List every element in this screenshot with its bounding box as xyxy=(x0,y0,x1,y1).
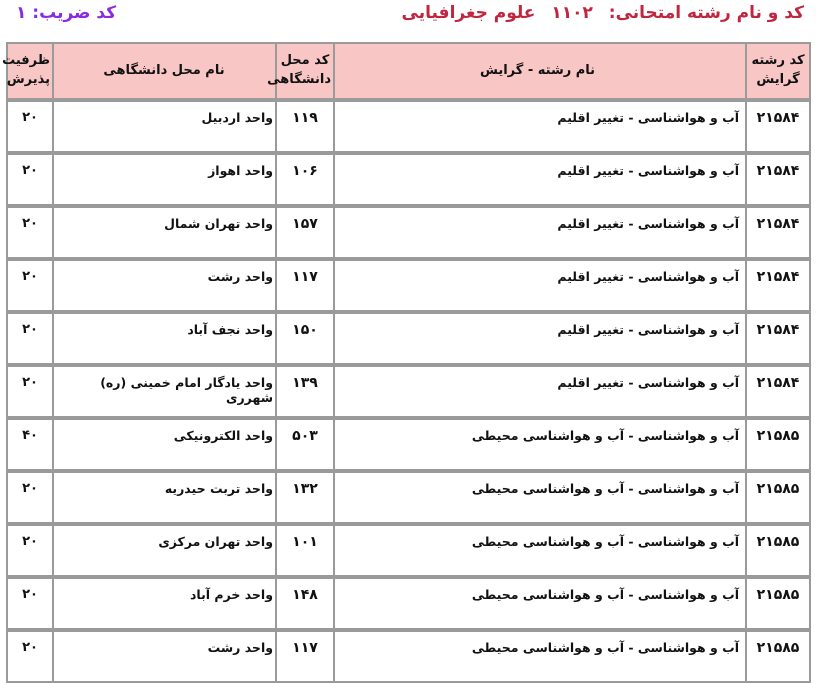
capacity-cell: ۲۰ xyxy=(7,471,53,524)
uni-name-cell: واحد نجف آباد xyxy=(53,312,276,365)
major-code-cell: ۲۱۵۸۴ xyxy=(746,259,810,312)
major-name-cell: آب و هواشناسی - تغییر اقلیم xyxy=(334,153,746,206)
uni-name-cell: واحد اهواز xyxy=(53,153,276,206)
uni-code-cell: ۱۱۷ xyxy=(276,259,334,312)
col-major-code: کد رشته گرایش xyxy=(746,43,810,100)
uni-name-cell: واحد تهران مرکزی xyxy=(53,524,276,577)
exam-title xyxy=(402,3,804,23)
capacity-cell: ۲۰ xyxy=(7,100,53,153)
table-row xyxy=(7,153,810,206)
major-name-cell: آب و هواشناسی - آب و هواشناسی محیطی xyxy=(334,630,746,682)
table-row xyxy=(7,312,810,365)
major-code-cell: ۲۱۵۸۴ xyxy=(746,153,810,206)
uni-name-cell: واحد رشت xyxy=(53,259,276,312)
uni-code-cell: ۱۵۰ xyxy=(276,312,334,365)
table-row xyxy=(7,577,810,630)
exam-code: ۱۱۰۲ xyxy=(551,3,593,23)
major-code-cell: ۲۱۵۸۴ xyxy=(746,100,810,153)
table-row xyxy=(7,365,810,418)
uni-name-cell: واحد خرم آباد xyxy=(53,577,276,630)
exam-name: علوم جغرافیایی xyxy=(401,3,536,23)
table-row xyxy=(7,418,810,471)
uni-code-cell: ۱۱۷ xyxy=(276,630,334,682)
admissions-table xyxy=(2,42,811,683)
major-code-cell: ۲۱۵۸۵ xyxy=(746,524,810,577)
table-header-row xyxy=(7,43,810,100)
major-code-cell: ۲۱۵۸۴ xyxy=(746,206,810,259)
exam-label: کد و نام رشته امتحانی: xyxy=(608,3,804,23)
uni-code-cell: ۱۳۲ xyxy=(276,471,334,524)
table-row xyxy=(7,100,810,153)
major-code-cell: ۲۱۵۸۵ xyxy=(746,630,810,682)
capacity-cell: ۲۰ xyxy=(7,365,53,418)
major-name-cell: آب و هواشناسی - تغییر اقلیم xyxy=(334,365,746,418)
major-name-cell: آب و هواشناسی - تغییر اقلیم xyxy=(334,259,746,312)
uni-name-cell: واحد یادگار امام خمینی (ره) شهرری xyxy=(53,365,276,418)
capacity-cell: ۲۰ xyxy=(7,259,53,312)
major-name-cell: آب و هواشناسی - آب و هواشناسی محیطی xyxy=(334,524,746,577)
major-name-cell: آب و هواشناسی - آب و هواشناسی محیطی xyxy=(334,577,746,630)
uni-name-cell: واحد الکترونیکی xyxy=(53,418,276,471)
capacity-cell: ۲۰ xyxy=(7,153,53,206)
uni-code-cell: ۱۱۹ xyxy=(276,100,334,153)
major-code-cell: ۲۱۵۸۴ xyxy=(746,312,810,365)
coefficient-code: کد ضریب: ۱ xyxy=(16,3,117,23)
major-code-cell: ۲۱۵۸۵ xyxy=(746,471,810,524)
capacity-cell: ۴۰ xyxy=(7,418,53,471)
uni-code-cell: ۱۰۱ xyxy=(276,524,334,577)
table-row xyxy=(7,471,810,524)
major-name-cell: آب و هواشناسی - آب و هواشناسی محیطی xyxy=(334,418,746,471)
major-name-cell: آب و هواشناسی - تغییر اقلیم xyxy=(334,206,746,259)
uni-code-cell: ۵۰۳ xyxy=(276,418,334,471)
uni-code-cell: ۱۴۸ xyxy=(276,577,334,630)
capacity-cell: ۲۰ xyxy=(7,312,53,365)
col-uni-code: کد محل دانشگاهی xyxy=(276,43,334,100)
uni-name-cell: واحد اردبیل xyxy=(53,100,276,153)
uni-name-cell: واحد رشت xyxy=(53,630,276,682)
capacity-cell: ۲۰ xyxy=(7,524,53,577)
table-row xyxy=(7,206,810,259)
major-code-cell: ۲۱۵۸۴ xyxy=(746,365,810,418)
major-name-cell: آب و هواشناسی - تغییر اقلیم xyxy=(334,312,746,365)
table-row xyxy=(7,524,810,577)
capacity-cell: ۲۰ xyxy=(7,630,53,682)
col-uni-name: نام محل دانشگاهی xyxy=(53,43,276,100)
uni-name-cell: واحد تهران شمال xyxy=(53,206,276,259)
col-major-name: نام رشته - گرایش xyxy=(334,43,746,100)
major-code-cell: ۲۱۵۸۵ xyxy=(746,418,810,471)
uni-code-cell: ۱۳۹ xyxy=(276,365,334,418)
capacity-cell: ۲۰ xyxy=(7,577,53,630)
col-capacity: ظرفیت پذیرش xyxy=(7,43,53,100)
major-name-cell: آب و هواشناسی - آب و هواشناسی محیطی xyxy=(334,471,746,524)
major-name-cell: آب و هواشناسی - تغییر اقلیم xyxy=(334,100,746,153)
capacity-cell: ۲۰ xyxy=(7,206,53,259)
table-row xyxy=(7,630,810,682)
uni-code-cell: ۱۵۷ xyxy=(276,206,334,259)
uni-name-cell: واحد تربت حیدریه xyxy=(53,471,276,524)
major-code-cell: ۲۱۵۸۵ xyxy=(746,577,810,630)
uni-code-cell: ۱۰۶ xyxy=(276,153,334,206)
table-row xyxy=(7,259,810,312)
